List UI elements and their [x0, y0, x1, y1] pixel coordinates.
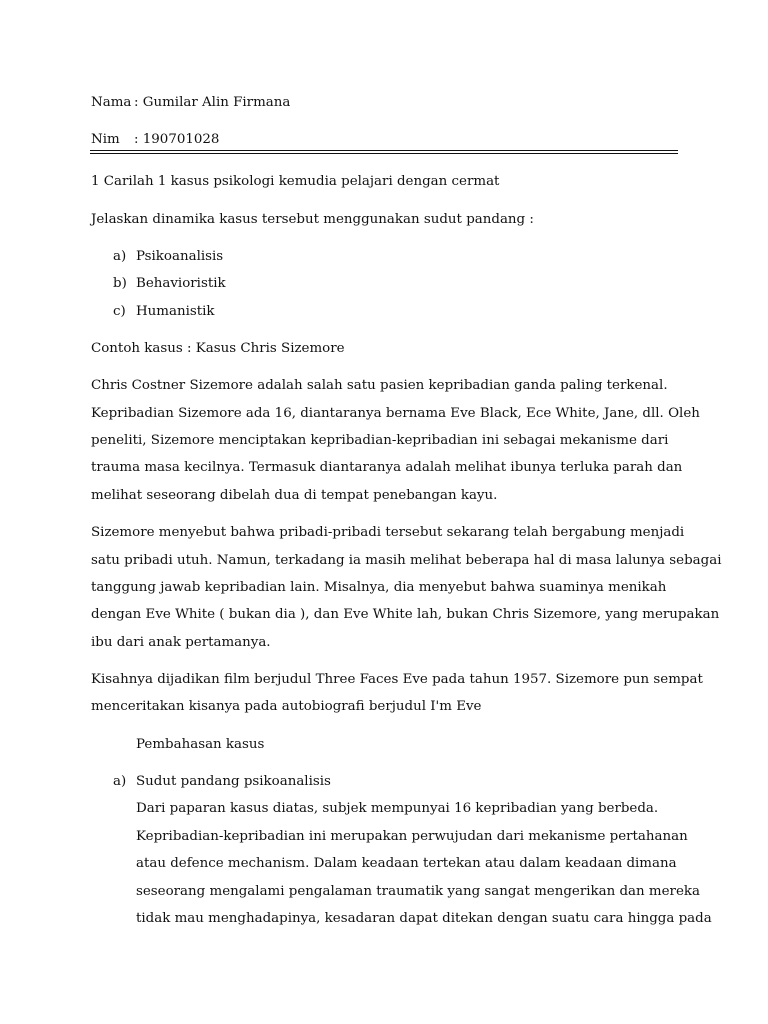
section-a-line: tidak mau menghadapinya, kesadaran dapat ditekan dengan suatu cara hingga pada	[136, 911, 712, 926]
header-rule-top	[90, 150, 678, 151]
option-marker: a)	[113, 249, 127, 264]
paragraph-line: Kepribadian Sizemore ada 16, diantaranya bernama Eve Black, Ece White, Jane, dll. Oleh	[91, 406, 700, 421]
discussion-title: Pembahasan kasus	[136, 737, 265, 752]
section-a-title: Sudut pandang psikoanalisis	[136, 774, 331, 789]
task-line-2: Jelaskan dinamika kasus tersebut menggunakan sudut pandang :	[91, 212, 534, 227]
paragraph-line: ibu dari anak pertamanya.	[91, 635, 271, 650]
name-label: Nama	[91, 95, 132, 110]
option-text: Behavioristik	[136, 276, 226, 291]
paragraph-line: satu pribadi utuh. Namun, terkadang ia masih melihat beberapa hal di masa lalunya sebagai	[91, 553, 722, 568]
section-a-line: Dari paparan kasus diatas, subjek mempunyai 16 kepribadian yang berbeda.	[136, 801, 659, 816]
paragraph-line: trauma masa kecilnya. Termasuk diantaranya adalah melihat ibunya terluka parah dan	[91, 460, 683, 475]
nim-label: Nim	[91, 132, 120, 147]
paragraph-line: menceritakan kisanya pada autobiografi berjudul I'm Eve	[91, 699, 482, 714]
paragraph-line: Kisahnya dijadikan film berjudul Three Faces Eve pada tahun 1957. Sizemore pun sempat	[91, 672, 703, 687]
section-a-line: seseorang mengalami pengalaman traumatik yang sangat mengerikan dan mereka	[136, 884, 700, 899]
option-text: Psikoanalisis	[136, 249, 224, 264]
header-rule-bottom	[90, 153, 678, 154]
option-marker: c)	[113, 304, 126, 319]
paragraph-line: melihat seseorang dibelah dua di tempat penebangan kayu.	[91, 488, 498, 503]
section-a-marker: a)	[113, 774, 127, 789]
paragraph-line: dengan Eve White ( bukan dia ), dan Eve White lah, bukan Chris Sizemore, yang merupakan	[91, 607, 720, 622]
task-line-1: 1 Carilah 1 kasus psikologi kemudia pelajari dengan cermat	[91, 174, 500, 189]
option-text: Humanistik	[136, 304, 215, 319]
section-a-line: Kepribadian-kepribadian ini merupakan perwujudan dari mekanisme pertahanan	[136, 829, 688, 844]
paragraph-line: tanggung jawab kepribadian lain. Misalnya, dia menyebut bahwa suaminya menikah	[91, 580, 667, 595]
option-marker: b)	[113, 276, 127, 291]
nim-value: : 190701028	[134, 132, 220, 147]
example-title: Contoh kasus : Kasus Chris Sizemore	[91, 341, 345, 356]
name-value: : Gumilar Alin Firmana	[134, 95, 291, 110]
paragraph-line: peneliti, Sizemore menciptakan kepribadian-kepribadian ini sebagai mekanisme dari	[91, 433, 669, 448]
paragraph-line: Sizemore menyebut bahwa pribadi-pribadi tersebut sekarang telah bergabung menjadi	[91, 525, 685, 540]
section-a-line: atau defence mechanism. Dalam keadaan tertekan atau dalam keadaan dimana	[136, 856, 677, 871]
paragraph-line: Chris Costner Sizemore adalah salah satu pasien kepribadian ganda paling terkenal.	[91, 378, 668, 393]
